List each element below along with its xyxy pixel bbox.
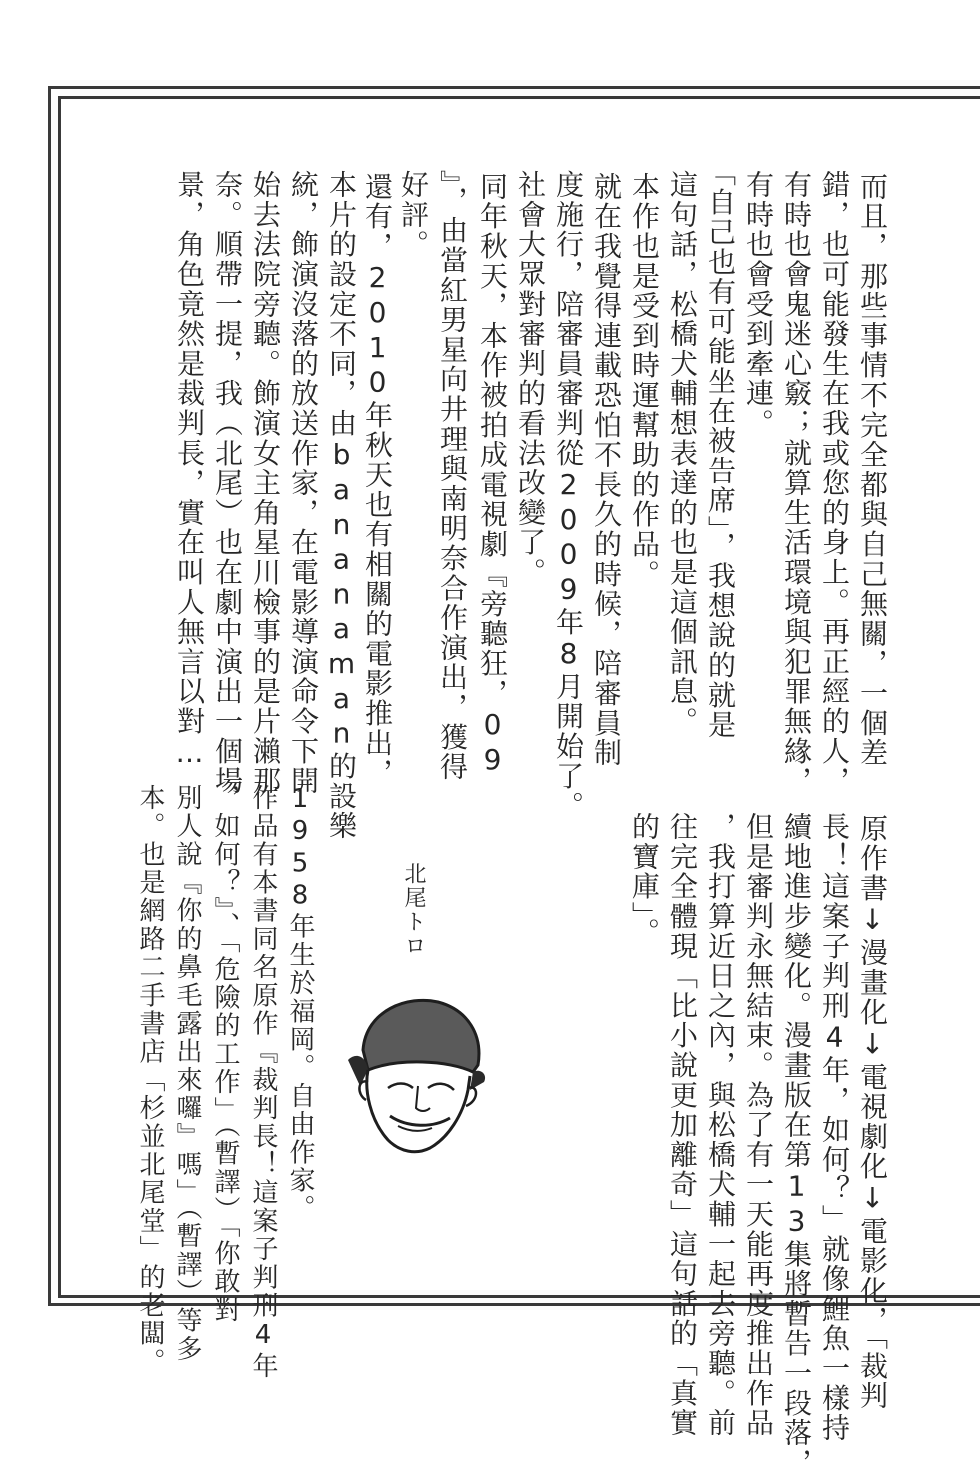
essay-column: 本片的設定不同，由bananaman的設樂 bbox=[325, 170, 358, 841]
essay-column: 錯，也可能發生在我或您的身上。再正經的人， bbox=[818, 170, 851, 796]
essay-column: 始去法院旁聽。飾演女主角星川檢事的是片瀨那 bbox=[249, 170, 282, 796]
essay-column: 而且，那些事情不完全都與自己無關，一個差 bbox=[856, 142, 889, 768]
afterword-column: ，我打算近日之內，與松橋犬輔一起去旁聽。前 bbox=[704, 812, 737, 1438]
author-bio-column: 作品有本書同名原作『裁判長！這案子判刑4年 bbox=[248, 784, 278, 1381]
essay-column: 就在我覺得連載恐怕不長久的時候，陪審員制 bbox=[590, 142, 623, 768]
essay-column: 有時也會鬼迷心竅；就算生活環境與犯罪無緣， bbox=[780, 170, 813, 796]
essay-column: 本作也是受到時運幫助的作品。 bbox=[628, 142, 661, 589]
essay-column: 好評。 bbox=[397, 170, 430, 260]
essay-column: 「自己也有可能坐在被告席」，我想說的就是 bbox=[704, 142, 737, 740]
essay-column: 這句話，松橋犬輔想表達的也是這個訊息。 bbox=[666, 170, 699, 737]
author-bio-column: ，如何？』、「危險的工作」（暫譯）「你敢對 bbox=[210, 784, 240, 1325]
author-name: 北尾トロ bbox=[401, 862, 426, 958]
afterword-column: 但是審判永無結束。為了有一天能再度推出作品 bbox=[742, 812, 775, 1438]
afterword-column: 長！這案子判刑4年，如何？」就像鯉魚一樣持 bbox=[818, 812, 851, 1443]
essay-column: 還有，2010年秋天也有相關的電影推出， bbox=[361, 142, 394, 788]
afterword-column: 往完全體現「比小說更加離奇」這句話的「真實 bbox=[666, 812, 699, 1438]
author-bio-column: 1958年生於福岡。自由作家。 bbox=[285, 784, 315, 1223]
author-bio-column: 別人說『你的鼻毛露出來囉』嗎」（暫譯）等多 bbox=[172, 784, 202, 1364]
essay-column: 度施行，陪審員審判從2009年8月開始了。 bbox=[552, 170, 585, 821]
author-caricature-portrait-icon bbox=[338, 990, 488, 1165]
essay-column: 奈。順帶一提，我（北尾）也在劇中演出一個場 bbox=[211, 170, 244, 796]
essay-column: 景，角色竟然是裁判長，實在叫人無言以對… bbox=[173, 170, 206, 771]
afterword-column: 原作書↓漫畫化↓電視劇化↓電影化，「裁判 bbox=[856, 784, 889, 1411]
essay-column: 統，飾演沒落的放送作家，在電影導演命令下開 bbox=[287, 170, 320, 796]
essay-column: 有時也會受到牽連。 bbox=[742, 170, 775, 439]
afterword-column: 續地進步變化。漫畫版在第13集將暫告一段落， bbox=[780, 812, 813, 1478]
essay-column: 』，由當紅男星向井理與南明奈合作演出，獲得 bbox=[436, 170, 469, 782]
afterword-column: 的寶庫」。 bbox=[628, 812, 661, 947]
author-bio-column: 本。也是網路二手書店「杉並北尾堂」的老闆。 bbox=[135, 784, 165, 1377]
essay-column: 社會大眾對審判的看法改變了。 bbox=[514, 170, 547, 588]
essay-column: 同年秋天，本作被拍成電視劇『旁聽狂，09 bbox=[476, 142, 509, 778]
